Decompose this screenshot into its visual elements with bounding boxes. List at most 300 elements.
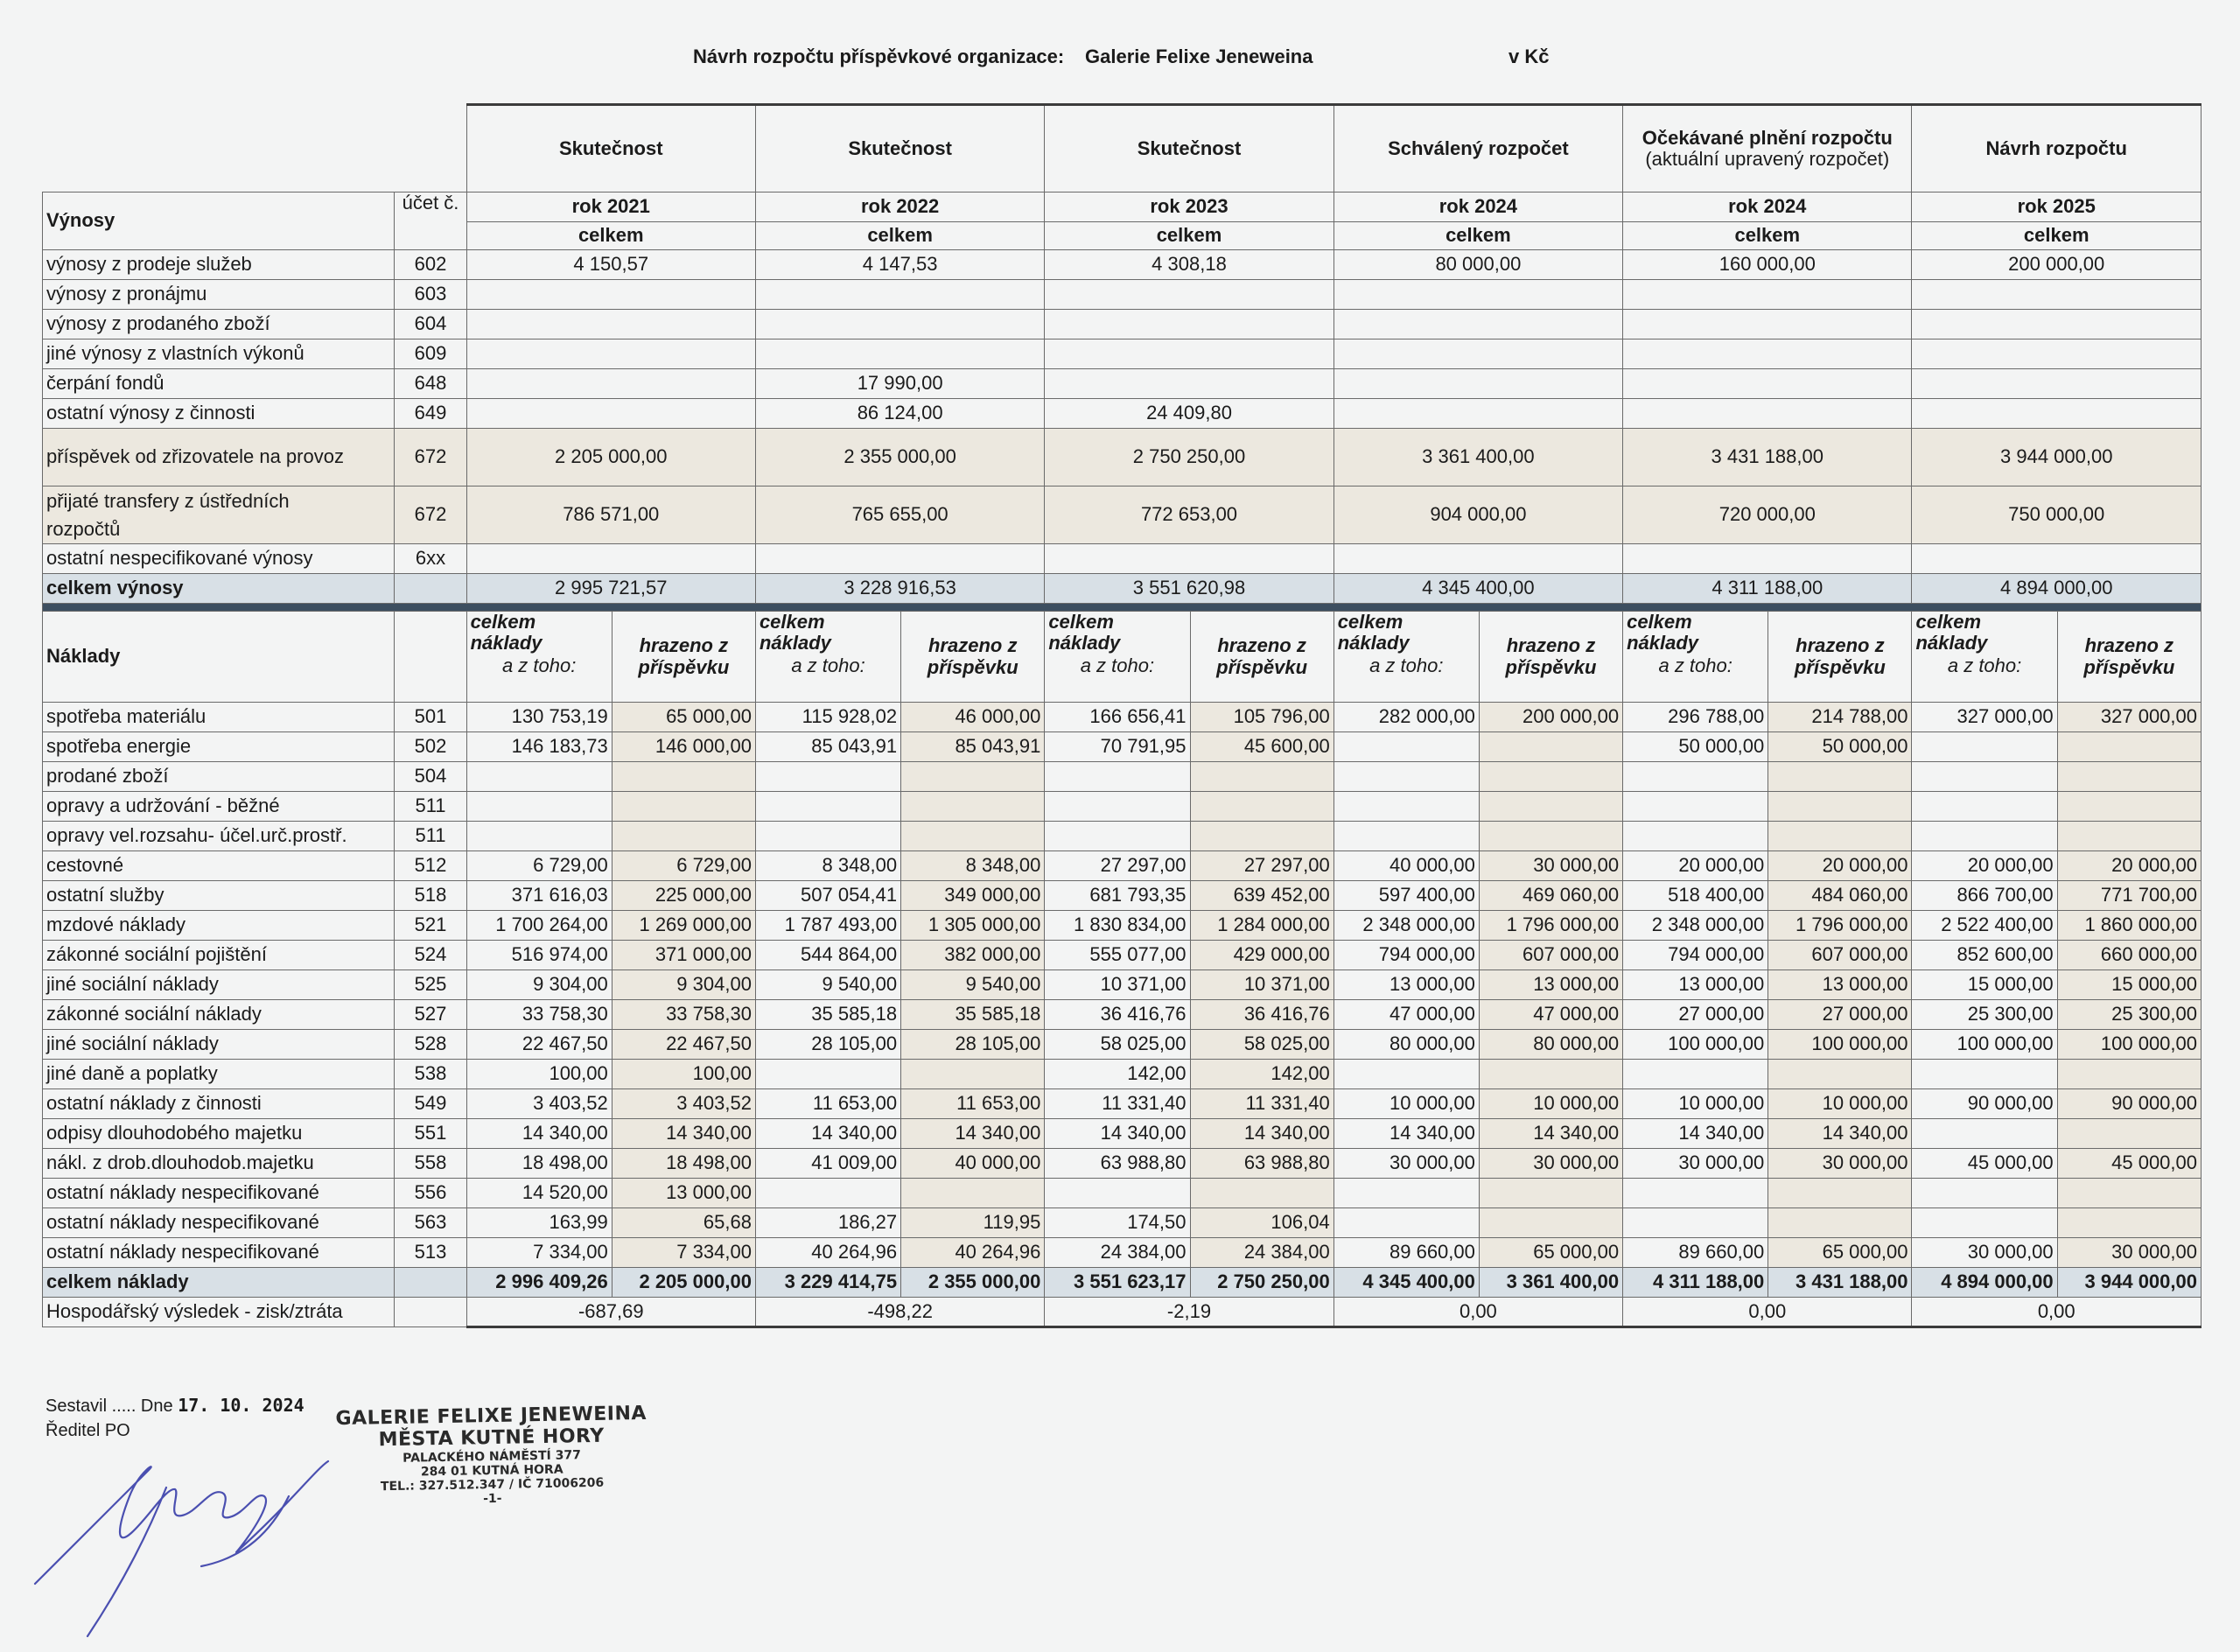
hrazeno-line2: příspěvku <box>638 655 730 678</box>
costs-header-row <box>43 612 2202 703</box>
cost-funded-value: 771 700,00 <box>2057 881 2201 911</box>
revenue-row <box>43 486 2202 544</box>
compiled-date: 17. 10. 2024 <box>178 1395 304 1416</box>
hrazeno-line1: hrazeno z <box>1506 634 1596 657</box>
revenue-value <box>1623 369 1912 399</box>
column-year-0: rok 2021 <box>466 192 755 222</box>
celkem-line1: celkem <box>759 611 825 633</box>
z-toho-label: a z toho: <box>1658 654 1732 677</box>
result-value: 0,00 <box>1334 1298 1622 1327</box>
cost-label: ostatní náklady nespecifikované <box>43 1179 395 1208</box>
cost-total-value: 1 787 493,00 <box>755 911 900 941</box>
cost-funded-value: 65 000,00 <box>612 703 755 732</box>
account-code: 528 <box>395 1030 466 1060</box>
revenue-label: ostatní nespecifikované výnosy <box>46 547 313 570</box>
revenue-row <box>43 399 2202 429</box>
celkem-line2: náklady <box>1048 632 1121 654</box>
account-heading: účet č. <box>395 192 466 250</box>
cost-funded-value: 469 060,00 <box>1479 881 1622 911</box>
celkem-line2: náklady <box>759 632 831 654</box>
account-code: 511 <box>395 822 466 851</box>
stamp-line-1: GALERIE FELIXE JENEWEINA <box>335 1402 648 1431</box>
cost-funded-value <box>612 822 755 851</box>
cost-total-value: 28 105,00 <box>755 1030 900 1060</box>
cost-funded-value: 146 000,00 <box>612 732 755 762</box>
cost-total-value <box>1623 1179 1768 1208</box>
cost-funded-value: 6 729,00 <box>612 851 755 881</box>
column-year-2: rok 2023 <box>1045 192 1334 222</box>
cost-total-value: 1 700 264,00 <box>466 911 612 941</box>
revenue-value <box>1334 340 1622 369</box>
celkem-naklady-header <box>1334 612 1479 703</box>
cost-label: odpisy dlouhodobého majetku <box>43 1119 395 1149</box>
cost-row <box>43 970 2202 1000</box>
cost-total-value: 58 025,00 <box>1045 1030 1190 1060</box>
cost-total-value <box>466 792 612 822</box>
cost-row <box>43 851 2202 881</box>
cost-funded-value: 27 297,00 <box>1190 851 1334 881</box>
result-value: -2,19 <box>1045 1298 1334 1327</box>
celkem-line2: náklady <box>1627 632 1699 654</box>
cost-total-value: 45 000,00 <box>1912 1149 2057 1179</box>
cost-total-value <box>755 792 900 822</box>
account-code: 609 <box>395 340 466 369</box>
revenue-label-line2: rozpočtů <box>46 517 121 540</box>
cost-total-value: 146 183,73 <box>466 732 612 762</box>
revenue-value: 720 000,00 <box>1623 486 1912 544</box>
revenue-value <box>466 399 755 429</box>
revenue-value: 3 944 000,00 <box>1912 429 2202 486</box>
account-code: 558 <box>395 1149 466 1179</box>
cost-funded-value: 225 000,00 <box>612 881 755 911</box>
cost-funded-value <box>901 1179 1045 1208</box>
cost-funded-value: 100,00 <box>612 1060 755 1089</box>
cost-funded-value: 8 348,00 <box>901 851 1045 881</box>
cost-funded-value <box>901 792 1045 822</box>
column-header-2 <box>1045 105 1334 192</box>
cost-total-value: 3 431 188,00 <box>1768 1268 1912 1298</box>
cost-total-value: 40 264,96 <box>755 1238 900 1268</box>
column-celkem-2: celkem <box>1045 222 1334 250</box>
cost-funded-value: 14 340,00 <box>1190 1119 1334 1149</box>
cost-funded-value: 607 000,00 <box>1768 941 1912 970</box>
result-row <box>43 1298 2202 1327</box>
cost-funded-value: 45 600,00 <box>1190 732 1334 762</box>
cost-total-value: 14 340,00 <box>1623 1119 1768 1149</box>
revenue-value <box>1912 280 2202 310</box>
cost-total-value <box>1912 1060 2057 1089</box>
separator-bar <box>43 604 2202 612</box>
account-code: 648 <box>395 369 466 399</box>
cost-total-value <box>1912 1119 2057 1149</box>
cost-total-value: 794 000,00 <box>1334 941 1479 970</box>
revenue-total-row <box>43 574 2202 604</box>
cost-funded-value <box>1190 792 1334 822</box>
cost-funded-value: 90 000,00 <box>2057 1089 2201 1119</box>
cost-funded-value <box>1479 1179 1622 1208</box>
column-header-5 <box>1912 105 2202 192</box>
revenue-value <box>1334 544 1622 574</box>
cost-total-value: 516 974,00 <box>466 941 612 970</box>
revenue-value <box>1045 310 1334 340</box>
cost-funded-value: 371 000,00 <box>612 941 755 970</box>
celkem-naklady-header <box>1623 612 1768 703</box>
cost-total-value <box>1045 792 1190 822</box>
cost-funded-value: 327 000,00 <box>2057 703 2201 732</box>
cost-funded-value: 349 000,00 <box>901 881 1045 911</box>
revenue-row <box>43 250 2202 280</box>
cost-total-value: 40 000,00 <box>1334 851 1479 881</box>
cost-total-value: 852 600,00 <box>1912 941 2057 970</box>
cost-total-value: 296 788,00 <box>1623 703 1768 732</box>
cost-label: spotřeba energie <box>43 732 395 762</box>
cost-total-value: 597 400,00 <box>1334 881 1479 911</box>
revenue-label-cell <box>43 486 395 544</box>
cost-funded-value <box>1479 792 1622 822</box>
cost-total-value: 2 996 409,26 <box>466 1268 612 1298</box>
revenue-value: 3 431 188,00 <box>1623 429 1912 486</box>
stamp-line-6: -1- <box>483 1491 502 1507</box>
revenue-total-value: 3 551 620,98 <box>1045 574 1334 604</box>
stamp-line-2: MĚSTA KUTNÉ HORY <box>378 1425 605 1452</box>
cost-total-value: 36 416,76 <box>1045 1000 1190 1030</box>
cost-total-value: 163,99 <box>466 1208 612 1238</box>
cost-total-value: 13 000,00 <box>1623 970 1768 1000</box>
cost-total-value: 794 000,00 <box>1623 941 1768 970</box>
revenue-label: čerpání fondů <box>46 372 164 395</box>
revenue-value <box>1912 310 2202 340</box>
cost-total-value: 10 000,00 <box>1334 1089 1479 1119</box>
cost-label: prodané zboží <box>43 762 395 792</box>
cost-funded-value: 142,00 <box>1190 1060 1334 1089</box>
column-celkem-3: celkem <box>1334 222 1622 250</box>
cost-label: ostatní náklady z činnosti <box>43 1089 395 1119</box>
cost-row <box>43 1179 2202 1208</box>
cost-total-value: 544 864,00 <box>755 941 900 970</box>
costs-heading-code <box>395 612 466 703</box>
cost-total-value: 371 616,03 <box>466 881 612 911</box>
cost-funded-value <box>1768 822 1912 851</box>
revenue-value <box>1334 280 1622 310</box>
cost-funded-value: 20 000,00 <box>1768 851 1912 881</box>
result-value: 0,00 <box>1912 1298 2202 1327</box>
cost-label: cestovné <box>43 851 395 881</box>
cost-total-value: 866 700,00 <box>1912 881 2057 911</box>
celkem-line2: náklady <box>470 632 542 654</box>
column-title: Schválený rozpočet <box>1388 136 1569 159</box>
account-code: 6xx <box>395 544 466 574</box>
hrazeno-line1: hrazeno z <box>2084 634 2174 657</box>
cost-total-value: 166 656,41 <box>1045 703 1190 732</box>
director-label: Ředitel PO <box>46 1421 130 1440</box>
cost-label: zákonné sociální pojištění <box>43 941 395 970</box>
cost-total-value <box>1623 1208 1768 1238</box>
cost-total-value <box>1334 1179 1479 1208</box>
cost-total-value <box>1045 1179 1190 1208</box>
celkem-line2: náklady <box>1915 632 1988 654</box>
cost-total-value <box>1623 762 1768 792</box>
header-blank <box>43 105 467 192</box>
cost-funded-value <box>1768 762 1912 792</box>
column-celkem-5: celkem <box>1912 222 2202 250</box>
cost-total-value: 142,00 <box>1045 1060 1190 1089</box>
cost-total-value: 89 660,00 <box>1623 1238 1768 1268</box>
cost-label: ostatní náklady nespecifikované <box>43 1238 395 1268</box>
cost-funded-value: 200 000,00 <box>1479 703 1622 732</box>
cost-total-value: 186,27 <box>755 1208 900 1238</box>
cost-total-value <box>1334 792 1479 822</box>
revenue-value: 4 150,57 <box>466 250 755 280</box>
cost-total-value: 27 000,00 <box>1623 1000 1768 1030</box>
revenue-value <box>1912 340 2202 369</box>
cost-funded-value: 13 000,00 <box>1479 970 1622 1000</box>
cost-total-row <box>43 1268 2202 1298</box>
cost-funded-value: 607 000,00 <box>1479 941 1622 970</box>
revenue-value <box>1045 340 1334 369</box>
cost-row <box>43 822 2202 851</box>
revenue-value: 2 750 250,00 <box>1045 429 1334 486</box>
cost-funded-value: 50 000,00 <box>1768 732 1912 762</box>
cost-total-value: 282 000,00 <box>1334 703 1479 732</box>
cost-funded-value: 3 403,52 <box>612 1089 755 1119</box>
cost-funded-value: 46 000,00 <box>901 703 1045 732</box>
cost-total-value: 4 894 000,00 <box>1912 1268 2057 1298</box>
revenue-value <box>1912 369 2202 399</box>
revenue-value: 750 000,00 <box>1912 486 2202 544</box>
column-title: Skutečnost <box>558 136 663 159</box>
hrazeno-line1: hrazeno z <box>928 634 1018 657</box>
cost-funded-value: 9 540,00 <box>901 970 1045 1000</box>
revenue-value <box>1045 544 1334 574</box>
cost-total-value: 3 944 000,00 <box>2057 1268 2201 1298</box>
cost-total-value: 115 928,02 <box>755 703 900 732</box>
account-code: 672 <box>395 486 466 544</box>
cost-funded-value: 14 340,00 <box>612 1119 755 1149</box>
revenue-value <box>1623 340 1912 369</box>
revenue-value <box>1623 310 1912 340</box>
column-celkem-1: celkem <box>755 222 1044 250</box>
cost-funded-value: 1 284 000,00 <box>1190 911 1334 941</box>
cost-funded-value <box>2057 822 2201 851</box>
cost-total-value: 518 400,00 <box>1623 881 1768 911</box>
cost-funded-value <box>901 822 1045 851</box>
z-toho-label: a z toho: <box>791 654 865 677</box>
cost-row <box>43 1149 2202 1179</box>
revenue-value: 2 205 000,00 <box>466 429 755 486</box>
cost-total-value: 174,50 <box>1045 1208 1190 1238</box>
revenue-value <box>1912 399 2202 429</box>
revenue-value: 772 653,00 <box>1045 486 1334 544</box>
cost-funded-value: 30 000,00 <box>1479 1149 1622 1179</box>
cost-funded-value: 63 988,80 <box>1190 1149 1334 1179</box>
revenue-value <box>755 280 1044 310</box>
column-subtitle: (aktuální upravený rozpočet) <box>1645 148 1890 170</box>
cost-funded-value <box>901 1060 1045 1089</box>
cost-total-value: 327 000,00 <box>1912 703 2057 732</box>
cost-funded-value: 18 498,00 <box>612 1149 755 1179</box>
cost-funded-value <box>1479 822 1622 851</box>
revenue-label: jiné výnosy z vlastních výkonů <box>46 342 304 365</box>
z-toho-label: a z toho: <box>1369 654 1444 677</box>
result-value: -498,22 <box>755 1298 1044 1327</box>
organization-stamp <box>325 1403 659 1509</box>
revenue-value <box>466 280 755 310</box>
column-title: Skutečnost <box>848 136 952 159</box>
revenue-label-cell <box>43 399 395 429</box>
cost-total-value: 2 355 000,00 <box>901 1268 1045 1298</box>
cost-total-value: 24 384,00 <box>1045 1238 1190 1268</box>
cost-funded-value: 27 000,00 <box>1768 1000 1912 1030</box>
cost-total-value: 85 043,91 <box>755 732 900 762</box>
revenue-row <box>43 310 2202 340</box>
cost-total-value: 70 791,95 <box>1045 732 1190 762</box>
cost-label: opravy vel.rozsahu- účel.urč.prostř. <box>43 822 395 851</box>
revenues-heading: Výnosy <box>43 192 395 250</box>
hrazeno-header <box>612 612 755 703</box>
section-separator <box>43 604 2202 612</box>
cost-row <box>43 1089 2202 1119</box>
cost-funded-value <box>1479 732 1622 762</box>
cost-funded-value <box>1768 1060 1912 1089</box>
cost-funded-value: 13 000,00 <box>1768 970 1912 1000</box>
cost-funded-value: 22 467,50 <box>612 1030 755 1060</box>
revenue-row <box>43 429 2202 486</box>
account-code: 524 <box>395 941 466 970</box>
cost-total-value: 8 348,00 <box>755 851 900 881</box>
cost-total-value: 30 000,00 <box>1623 1149 1768 1179</box>
cost-total-value: 14 340,00 <box>755 1119 900 1149</box>
revenue-value: 3 361 400,00 <box>1334 429 1622 486</box>
account-code: 604 <box>395 310 466 340</box>
cost-total-value: 80 000,00 <box>1334 1030 1479 1060</box>
revenue-label: výnosy z prodaného zboží <box>46 312 270 335</box>
cost-funded-value: 106,04 <box>1190 1208 1334 1238</box>
column-title: Skutečnost <box>1137 136 1242 159</box>
revenue-value <box>466 369 755 399</box>
account-code: 672 <box>395 429 466 486</box>
cost-total-value: 10 371,00 <box>1045 970 1190 1000</box>
cost-funded-value: 40 000,00 <box>901 1149 1045 1179</box>
cost-total-value: 507 054,41 <box>755 881 900 911</box>
cost-funded-value: 65,68 <box>612 1208 755 1238</box>
column-year-3: rok 2024 <box>1334 192 1622 222</box>
cost-funded-value: 214 788,00 <box>1768 703 1912 732</box>
celkem-line1: celkem <box>1627 611 1692 633</box>
cost-total-value: 18 498,00 <box>466 1149 612 1179</box>
hrazeno-line2: příspěvku <box>927 655 1018 678</box>
cost-total-value: 35 585,18 <box>755 1000 900 1030</box>
z-toho-label: a z toho: <box>1947 654 2022 677</box>
cost-funded-value: 660 000,00 <box>2057 941 2201 970</box>
cost-total-value <box>1912 732 2057 762</box>
account-code: 501 <box>395 703 466 732</box>
cost-funded-value: 11 653,00 <box>901 1089 1045 1119</box>
result-label: Hospodářský výsledek - zisk/ztráta <box>43 1298 395 1327</box>
cost-total-value <box>1334 822 1479 851</box>
column-header-4 <box>1623 105 1912 192</box>
account-code: 511 <box>395 792 466 822</box>
header-row-years <box>43 192 2202 222</box>
account-code: 603 <box>395 280 466 310</box>
cost-funded-value: 80 000,00 <box>1479 1030 1622 1060</box>
cost-total-value: 25 300,00 <box>1912 1000 2057 1030</box>
revenue-total-value: 2 995 721,57 <box>466 574 755 604</box>
revenue-value: 80 000,00 <box>1334 250 1622 280</box>
cost-funded-value: 10 000,00 <box>1479 1089 1622 1119</box>
cost-label: jiné daně a poplatky <box>43 1060 395 1089</box>
cost-total-value: 7 334,00 <box>466 1238 612 1268</box>
cost-row <box>43 881 2202 911</box>
account-code: 513 <box>395 1238 466 1268</box>
celkem-naklady-header <box>466 612 612 703</box>
cost-funded-value <box>1190 822 1334 851</box>
cost-row <box>43 1000 2202 1030</box>
account-code: 556 <box>395 1179 466 1208</box>
account-code: 563 <box>395 1208 466 1238</box>
cost-total-value: 100 000,00 <box>1623 1030 1768 1060</box>
cost-funded-value <box>1190 1179 1334 1208</box>
stamp-line-4: 284 01 KUTNÁ HORA <box>420 1462 564 1480</box>
cost-row <box>43 941 2202 970</box>
cost-total-label: celkem náklady <box>43 1268 395 1298</box>
revenue-value: 200 000,00 <box>1912 250 2202 280</box>
revenue-value: 4 147,53 <box>755 250 1044 280</box>
cost-total-value: 4 311 188,00 <box>1623 1268 1768 1298</box>
cost-total-value: 2 750 250,00 <box>1190 1268 1334 1298</box>
celkem-line1: celkem <box>1915 611 1982 633</box>
cost-total-value: 47 000,00 <box>1334 1000 1479 1030</box>
cost-total-value <box>755 762 900 792</box>
revenue-total-label: celkem výnosy <box>43 574 395 604</box>
hrazeno-header <box>1190 612 1334 703</box>
cost-funded-value: 382 000,00 <box>901 941 1045 970</box>
cost-funded-value: 1 796 000,00 <box>1479 911 1622 941</box>
cost-row <box>43 762 2202 792</box>
document-title <box>0 46 2240 72</box>
cost-total-value <box>466 762 612 792</box>
account-code: 527 <box>395 1000 466 1030</box>
hrazeno-line2: příspěvku <box>1505 655 1597 678</box>
cost-funded-value: 1 860 000,00 <box>2057 911 2201 941</box>
cost-total-value <box>1334 732 1479 762</box>
cost-funded-value: 20 000,00 <box>2057 851 2201 881</box>
revenue-value: 765 655,00 <box>755 486 1044 544</box>
column-title: Návrh rozpočtu <box>1985 136 2127 159</box>
revenue-value <box>755 310 1044 340</box>
cost-total-value: 20 000,00 <box>1623 851 1768 881</box>
cost-funded-value: 10 000,00 <box>1768 1089 1912 1119</box>
result-code <box>395 1298 466 1327</box>
cost-funded-value: 9 304,00 <box>612 970 755 1000</box>
revenue-value: 904 000,00 <box>1334 486 1622 544</box>
cost-total-value: 20 000,00 <box>1912 851 2057 881</box>
result-value: -687,69 <box>466 1298 755 1327</box>
cost-total-value: 4 345 400,00 <box>1334 1268 1479 1298</box>
cost-total-value: 1 830 834,00 <box>1045 911 1190 941</box>
revenue-row <box>43 340 2202 369</box>
column-year-5: rok 2025 <box>1912 192 2202 222</box>
cost-funded-value: 58 025,00 <box>1190 1030 1334 1060</box>
cost-total-value: 11 653,00 <box>755 1089 900 1119</box>
cost-label: jiné sociální náklady <box>43 970 395 1000</box>
hrazeno-line1: hrazeno z <box>1796 634 1885 657</box>
revenue-value <box>1623 399 1912 429</box>
celkem-naklady-header <box>1912 612 2057 703</box>
cost-total-value: 100,00 <box>466 1060 612 1089</box>
cost-total-value: 14 340,00 <box>1045 1119 1190 1149</box>
hrazeno-line1: hrazeno z <box>639 634 729 657</box>
cost-funded-value <box>2057 762 2201 792</box>
